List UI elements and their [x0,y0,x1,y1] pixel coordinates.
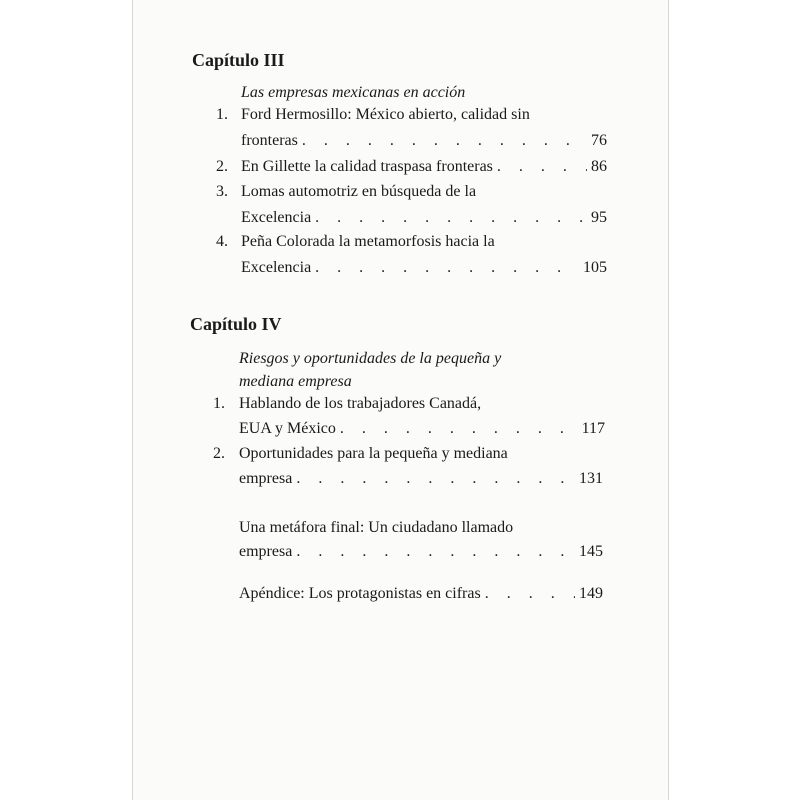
dot-leader [315,259,579,277]
dot-leader [296,543,575,561]
entry-title-cont: empresa [239,470,293,487]
entry-title: Apéndice: Los protagonistas en cifras [239,585,481,602]
entry-title: Hablando de los trabajadores Canadá, [239,395,482,412]
entry-number: 1. [216,106,228,123]
entry-number: 3. [216,183,228,200]
entry-number: 2. [213,445,225,462]
page-number: 131 [579,470,603,487]
page-number: 86 [591,158,607,175]
chapter-subtitle: Riesgos y oportunidades de la pequeña y [239,350,502,367]
dot-leader [302,132,587,150]
entry-number: 1. [213,395,225,412]
dot-leader [485,585,575,603]
entry-title: Lomas automotriz en búsqueda de la [241,183,477,200]
page-number: 145 [579,543,603,560]
page-number: 149 [579,585,603,602]
page-number: 105 [583,259,607,276]
entry-title-cont: Excelencia [241,259,312,276]
entry-title: En Gillette la calidad traspasa fronteras [241,158,493,175]
entry-number: 4. [216,233,228,250]
entry-title-cont: empresa [239,543,293,560]
entry-title-cont: fronteras [241,132,298,149]
dot-leader [315,209,587,227]
page-number: 76 [591,132,607,149]
chapter-heading: Capítulo IV [190,314,282,334]
entry-title: Oportunidades para la pequeña y mediana [239,445,508,462]
dot-leader [296,470,575,488]
page-number: 117 [581,420,605,437]
entry-title: Una metáfora final: Un ciudadano llamado [239,519,514,536]
page-number: 95 [591,209,607,226]
entry-title-cont: Excelencia [241,209,312,226]
entry-title: Ford Hermosillo: México abierto, calidad sin [241,106,530,123]
entry-title-cont: EUA y México [239,420,336,437]
entry-number: 2. [216,158,228,175]
entry-title: Peña Colorada la metamorfosis hacia la [241,233,495,250]
chapter-subtitle: Las empresas mexicanas en acción [241,84,466,101]
chapter-subtitle-cont: mediana empresa [239,373,352,390]
chapter-heading: Capítulo III [192,50,285,70]
dot-leader [340,420,578,438]
dot-leader [497,158,587,176]
